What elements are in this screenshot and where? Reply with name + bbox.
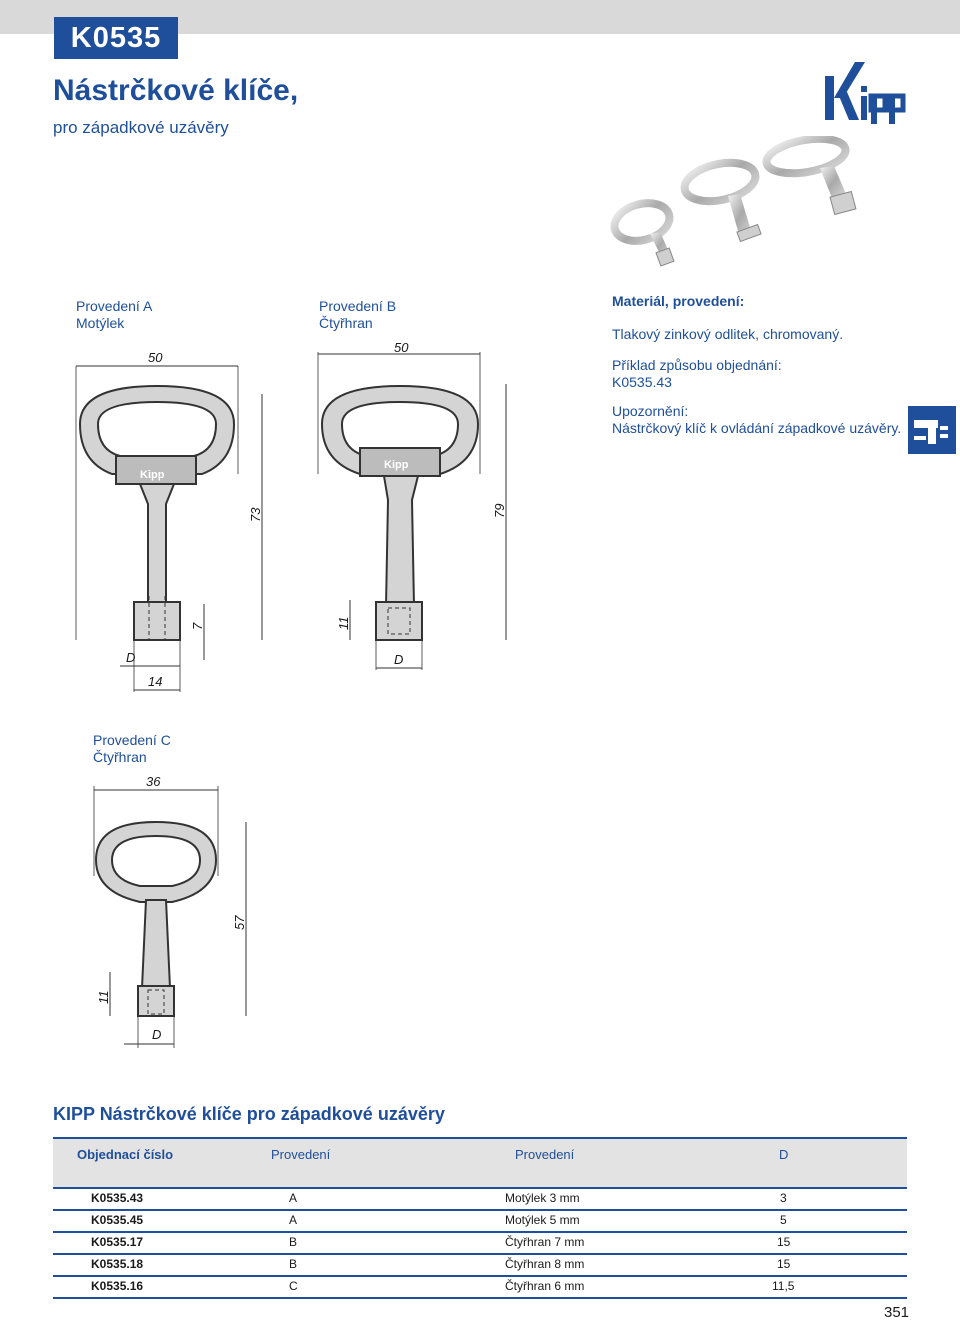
category-tab bbox=[908, 406, 956, 454]
cell-version: B bbox=[289, 1235, 298, 1249]
key-a-drawing bbox=[76, 350, 263, 692]
cell-order-number: K0535.17 bbox=[91, 1235, 144, 1249]
variant-a-label: Provedení A Motýlek bbox=[76, 298, 153, 331]
variant-c-label: Provedení C Čtyřhran bbox=[93, 732, 171, 765]
key-photo-1 bbox=[610, 197, 674, 266]
cell-version-detail: Čtyřhran 8 mm bbox=[505, 1257, 585, 1271]
key-a-d-dim: D bbox=[126, 650, 136, 665]
key-c-drawing bbox=[94, 776, 247, 1048]
table-row bbox=[53, 1231, 907, 1255]
table-row bbox=[53, 1187, 907, 1211]
order-text: K0535.43 bbox=[612, 374, 672, 390]
product-code-badge: K0535 bbox=[54, 17, 178, 59]
cell-d: 11,5 bbox=[772, 1279, 795, 1293]
header-version: Provedení bbox=[271, 1147, 331, 1162]
key-a-width-dim: 50 bbox=[148, 350, 163, 365]
material-text: Tlakový zinkový odlitek, chromovaný. bbox=[612, 326, 844, 342]
cell-order-number: K0535.18 bbox=[91, 1257, 144, 1271]
key-b-d-dim: D bbox=[394, 652, 404, 667]
variant-b-label: Provedení B Čtyřhran bbox=[319, 298, 397, 331]
key-a-base-dim: 14 bbox=[148, 674, 163, 689]
key-a-pin-dim: 7 bbox=[190, 622, 205, 630]
header-d: D bbox=[779, 1147, 789, 1162]
note-heading: Upozornění: bbox=[612, 403, 689, 419]
cell-d: 3 bbox=[780, 1191, 787, 1205]
order-heading: Příklad způsobu objednání: bbox=[612, 357, 782, 373]
key-c-d-dim: D bbox=[152, 1027, 162, 1042]
note-text: Nástrčkový klíč k ovládání západkové uzávěry. bbox=[612, 420, 902, 436]
cell-version-detail: Motýlek 5 mm bbox=[505, 1213, 580, 1227]
cell-order-number: K0535.16 bbox=[91, 1279, 144, 1293]
key-b-pin-dim: 11 bbox=[336, 616, 351, 630]
kipp-logo bbox=[825, 62, 911, 124]
key-b-brand-mark: Kipp bbox=[384, 459, 409, 471]
cell-d: 15 bbox=[777, 1257, 791, 1271]
header-order-number: Objednací číslo bbox=[77, 1147, 174, 1162]
cell-version-detail: Čtyřhran 6 mm bbox=[505, 1279, 585, 1293]
cell-d: 15 bbox=[777, 1235, 791, 1249]
key-b-width-dim: 50 bbox=[394, 340, 409, 355]
key-category-icon bbox=[908, 406, 956, 454]
table-header bbox=[53, 1137, 907, 1189]
cell-order-number: K0535.45 bbox=[91, 1213, 144, 1227]
key-photo-3 bbox=[764, 136, 856, 215]
key-b-height-dim: 79 bbox=[492, 503, 507, 518]
key-c-pin-dim: 11 bbox=[96, 990, 111, 1004]
key-b-drawing bbox=[318, 340, 507, 670]
cell-version: B bbox=[289, 1257, 298, 1271]
material-heading: Materiál, provedení: bbox=[612, 293, 745, 309]
table-row bbox=[53, 1253, 907, 1277]
key-c-height-dim: 57 bbox=[232, 915, 247, 930]
table-row bbox=[53, 1209, 907, 1233]
cell-version: A bbox=[289, 1213, 298, 1227]
cell-version: A bbox=[289, 1191, 298, 1205]
product-photo bbox=[610, 136, 890, 276]
drawing-variant-c bbox=[80, 776, 280, 1056]
cell-version-detail: Motýlek 3 mm bbox=[505, 1191, 580, 1205]
key-a-height-dim: 73 bbox=[248, 507, 263, 522]
table-row bbox=[53, 1275, 907, 1299]
cell-version: C bbox=[289, 1279, 298, 1293]
page-number: 351 bbox=[884, 1304, 910, 1321]
drawing-variants-a-b bbox=[60, 340, 540, 700]
key-photo-2 bbox=[681, 157, 761, 242]
table-title: KIPP Nástrčkové klíče pro západkové uzávěry bbox=[53, 1104, 445, 1124]
key-c-width-dim: 36 bbox=[146, 776, 161, 789]
key-a-brand-mark: Kipp bbox=[140, 469, 165, 481]
page-title: Nástrčkové klíče, bbox=[53, 74, 299, 107]
cell-version-detail: Čtyřhran 7 mm bbox=[505, 1235, 585, 1249]
cell-d: 5 bbox=[780, 1213, 787, 1227]
cell-order-number: K0535.43 bbox=[91, 1191, 144, 1205]
page-subtitle: pro západkové uzávěry bbox=[53, 118, 229, 137]
header-version-detail: Provedení bbox=[515, 1147, 575, 1162]
